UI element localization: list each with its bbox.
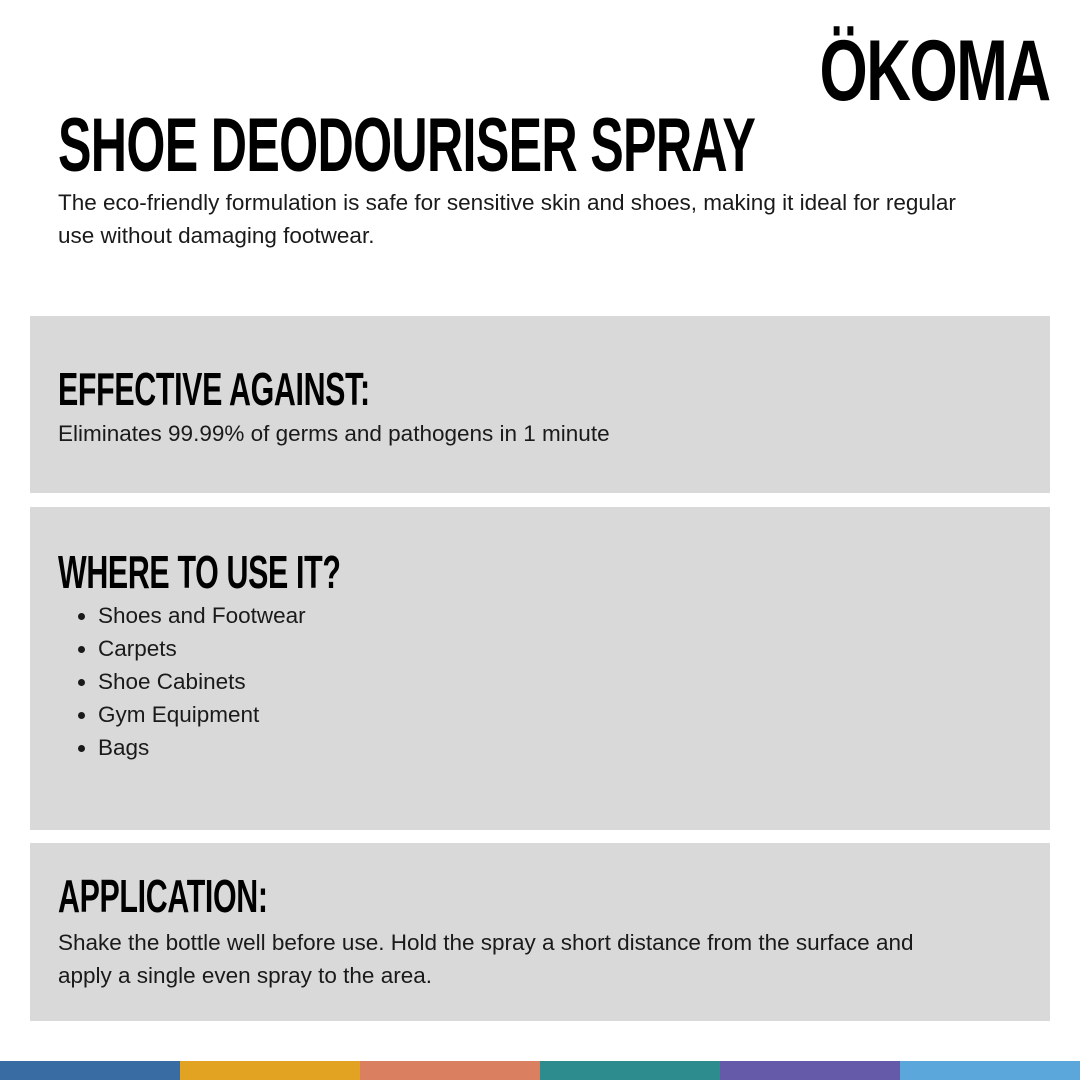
color-segment-blue [0,1061,180,1080]
list-item: • Shoes and Footwear [98,599,306,632]
color-segment-yellow [180,1061,360,1080]
intro-text: The eco-friendly formulation is safe for sensitive skin and shoes, making it ideal for regular use without damaging footwear. [58,190,956,248]
application-text: Shake the bottle well before use. Hold the spray a short distance from the surface and apply a single even spray to the area. [58,930,914,988]
color-segment-lightblue [900,1061,1080,1080]
effective-against-panel [30,316,1050,493]
effective-against-heading: EFFECTIVE AGAINST: [58,363,370,415]
color-stripe-footer [0,1061,1080,1080]
list-item: • Bags [98,731,306,764]
color-segment-purple [720,1061,900,1080]
brand-logo: ÖKOMA [819,23,1050,119]
list-item: • Shoe Cabinets [98,665,306,698]
application-panel [30,843,1050,1021]
page-title: SHOE DEODOURISER SPRAY [58,103,756,188]
effective-against-text: Eliminates 99.99% of germs and pathogens in 1 minute [58,421,610,446]
where-to-use-heading: WHERE TO USE IT? [58,546,341,598]
color-segment-coral [360,1061,540,1080]
application-heading: APPLICATION: [58,870,268,922]
list-item: • Gym Equipment [98,698,306,731]
usage-list [58,599,306,764]
where-to-use-panel [30,507,1050,830]
list-item: • Carpets [98,632,306,665]
color-segment-teal [540,1061,720,1080]
